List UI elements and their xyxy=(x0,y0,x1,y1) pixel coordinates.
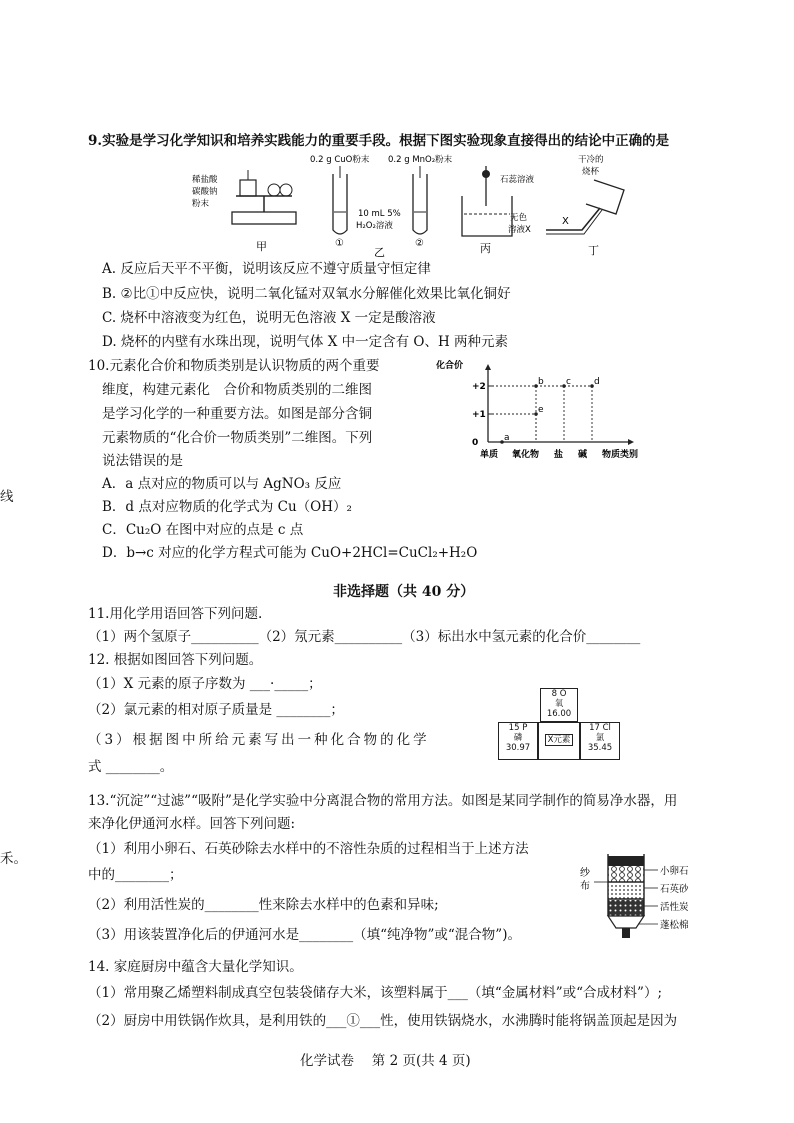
layer-quartz-sand: 石英砂 xyxy=(660,884,689,895)
q13-line-3: （1）利用小卵石、石英砂除去水样中的不溶性杂质的过程相当于上述方法 xyxy=(88,841,529,857)
q12-line-3: （3）根据图中所给元素写出一种化合物的化学 xyxy=(88,732,430,748)
tube1-label: ① xyxy=(335,238,344,249)
oxygen-number: 8 xyxy=(551,689,557,699)
q9-stem: 9.实验是学习化学知识和培养实践能力的重要手段。根据下图实验现象直接得出的结论中正确的是 xyxy=(88,133,670,149)
cap-ding: 丁 xyxy=(588,244,599,257)
q10-option-d: D．b→c 对应的化学方程式可能为 CuO+2HCl=CuCl₂+H₂O xyxy=(102,545,478,561)
beaker-diagram xyxy=(462,166,535,255)
jia-label-powder: 粉末 xyxy=(192,199,210,209)
oxygen-name: 氧 xyxy=(554,699,564,709)
gauze-label-2: 布 xyxy=(580,881,590,892)
dry-line1: 干冷的 xyxy=(578,155,604,165)
q13-line-4: 中的________； xyxy=(88,867,183,883)
gauze-label-1: 纱 xyxy=(580,868,590,879)
y-tick-label: 0 xyxy=(472,438,479,448)
q13-line-5: （2）利用活性炭的________性来除去水样中的色素和异味; xyxy=(88,897,439,913)
oxygen-symbol: O xyxy=(559,689,567,699)
cap-bing: 丙 xyxy=(480,242,491,255)
q10-option-a: A．a 点对应的物质可以与 AgNO₃ 反应 xyxy=(102,476,342,492)
layer-cotton: 蓬松棉 xyxy=(660,920,689,931)
top-mno2: 0.2 g MnO₂粉末 xyxy=(388,155,453,165)
dry-beaker-diagram xyxy=(546,154,624,257)
q14-line-1: （1）常用聚乙烯塑料制成真空包装袋储存大米，该塑料属于___（填“金属材料”或“合成材料”）; xyxy=(88,985,662,1001)
h2o2-line1: 10 mL 5% xyxy=(358,209,401,219)
water-purifier-diagram xyxy=(578,848,708,948)
q10-line-5: 说法错误的是 xyxy=(102,453,183,469)
section-title: 非选择题（共 40 分） xyxy=(333,584,475,600)
q14-stem: 14. 家庭厨房中蕴含大量化学知识。 xyxy=(88,959,303,975)
cell-oxygen xyxy=(540,688,578,722)
q10-line-1: 10.元素化合价和物质类别是认识物质的两个重要 xyxy=(88,358,380,374)
q9-option-d: D. 烧杯的内壁有水珠出现，说明气体 X 中一定含有 O、H 两种元素 xyxy=(102,334,509,350)
y-tick-label: +1 xyxy=(472,410,486,420)
chlorine-symbol: Cl xyxy=(602,723,611,733)
q14-line-2: （2）厨房中用铁锅作炊具，是利用铁的___①___性，使用铁锅烧水，水沸腾时能将锅盖顶起是因为 xyxy=(88,1013,678,1029)
layer-activated-carbon: 活性炭 xyxy=(660,902,689,913)
q10-line-3: 是学习化学的一种重要方法。如图是部分含铜 xyxy=(102,406,372,422)
jia-label-na2co3: 碳酸钠 xyxy=(192,187,218,197)
chlorine-name: 氯 xyxy=(595,733,605,743)
oxygen-mass: 16.00 xyxy=(546,709,572,719)
layer-pebbles: 小卵石 xyxy=(660,866,689,877)
q12-line-4: 式 ________。 xyxy=(88,759,174,775)
phosphorus-mass: 30.97 xyxy=(505,743,531,753)
q12-line-1: （1）X 元素的原子序数为 ___·_____； xyxy=(88,676,322,692)
q10-line-4: 元素物质的“化合价一物质类别”二维图。下列 xyxy=(102,430,373,446)
cell-phosphorus xyxy=(498,722,538,760)
jia-label-hcl: 稀盐酸 xyxy=(192,175,218,185)
chlorine-number: 17 xyxy=(589,723,600,733)
q12-line-2: （2）氯元素的相对原子质量是 ________； xyxy=(88,702,344,718)
q9-option-a: A. 反应后天平不平衡，说明该反应不遵守质量守恒定律 xyxy=(102,261,431,277)
x-tick-label: 单质 xyxy=(480,450,499,460)
x-axis-arrow xyxy=(628,439,634,445)
colorless-line1: 无色 xyxy=(510,213,528,223)
phosphorus-symbol: P xyxy=(522,723,528,733)
y-axis-arrow xyxy=(485,364,491,370)
valence-category-chart xyxy=(432,356,652,462)
q9-option-c: C. 烧杯中溶液变为红色，说明无色溶液 X 一定是酸溶液 xyxy=(102,310,436,326)
q10-option-c: C．Cu₂O 在图中对应的点是 c 点 xyxy=(102,522,304,538)
q13-line-1: 13.“沉淀”“过滤”“吸附”是化学实验中分离混合物的常用方法。如图是某同学制作的简易净水器，用 xyxy=(88,793,678,809)
x-tick-label: 氧化物 xyxy=(512,450,540,460)
dry-line2: 烧杯 xyxy=(582,167,600,177)
tube2-label: ② xyxy=(415,238,424,249)
phosphorus-number: 15 xyxy=(508,723,520,733)
point-label-a: a xyxy=(504,433,510,443)
colorless-line2: 溶液X xyxy=(508,225,531,235)
cell-chlorine xyxy=(580,722,620,760)
q13-line-6: （3）用该装置净化后的伊通河水是________（填“纯净物”或“混合物”)。 xyxy=(88,927,521,943)
q10-line-2: 维度，构建元素化 合价和物质类别的二维图 xyxy=(102,382,372,398)
litmus-label: 石蕊溶液 xyxy=(500,175,535,185)
point-label-e: e xyxy=(538,405,544,415)
gas-x-label: X xyxy=(562,216,569,227)
y-tick-label: +2 xyxy=(472,382,486,392)
cap-jia: 甲 xyxy=(256,240,267,253)
q9-option-b: B. ②比①中反应快，说明二氧化锰对双氧水分解催化效果比氧化铜好 xyxy=(102,286,511,302)
q9-figure xyxy=(170,152,640,260)
chlorine-mass: 35.45 xyxy=(587,743,613,753)
balance-diagram xyxy=(192,170,296,253)
tubes-diagram xyxy=(310,154,453,259)
cap-yi: 乙 xyxy=(374,246,385,259)
x-tick-label: 盐 xyxy=(554,450,564,460)
margin-mark-1: 线 xyxy=(0,489,14,505)
point-label-c: c xyxy=(566,377,571,387)
phosphorus-name: 磷 xyxy=(513,733,523,743)
top-cuo: 0.2 g CuO粉末 xyxy=(310,155,370,165)
q10-option-b: B．d 点对应物质的化学式为 Cu（OH）₂ xyxy=(102,499,352,515)
y-axis-label: 化合价 xyxy=(436,361,464,371)
x-axis-label: 物质类别 xyxy=(602,450,639,460)
q12-stem: 12. 根据如图回答下列问题。 xyxy=(88,652,263,668)
h2o2-line2: H₂O₂溶液 xyxy=(356,221,393,231)
q11-stem: 11.用化学用语回答下列问题. xyxy=(88,606,263,622)
q11-line: （1）两个氢原子__________（2）氖元素__________（3）标出水中氢元素的化合价________ xyxy=(88,629,641,645)
point-label-b: b xyxy=(538,377,544,387)
cell-x-element xyxy=(538,722,580,760)
margin-mark-2: 禾。 xyxy=(0,851,27,867)
point-label-d: d xyxy=(594,377,600,387)
x-element-name: X元素 xyxy=(545,734,574,746)
x-tick-label: 碱 xyxy=(578,450,588,460)
q13-line-2: 来净化伊通河水样。回答下列问题: xyxy=(88,816,296,832)
page-footer: 化学试卷 第 2 页(共 4 页) xyxy=(300,1053,471,1069)
